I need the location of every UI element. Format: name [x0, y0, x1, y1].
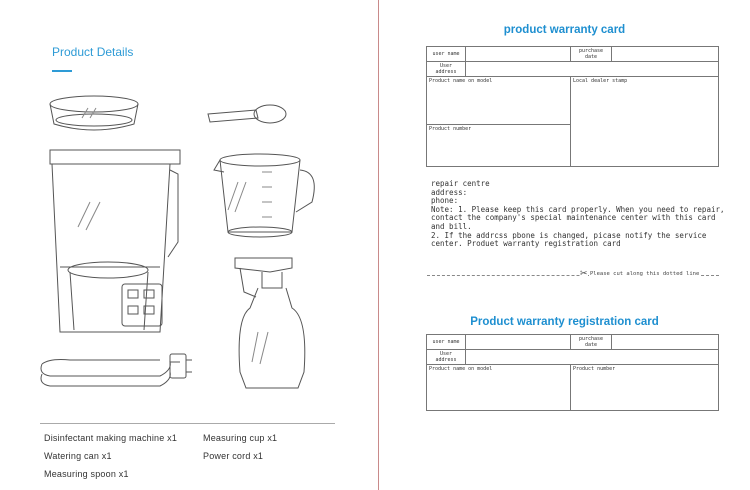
user-address-label: User address	[427, 62, 466, 77]
title-underline	[52, 70, 72, 72]
registration-card-form	[426, 334, 719, 411]
right-page	[379, 0, 750, 490]
item-measuring-cup: Measuring cup x1	[203, 433, 278, 443]
repair-notes: repair centre address: phone: Note: 1. Please keep this card properly. When you need to repair, contact the company's special maintenance center with this card and bill. 2. If the addrcss pbone is changed, picase notify the service center. Produet warranty registration card	[431, 179, 725, 249]
user-name-field[interactable]	[466, 47, 571, 62]
reg-user-name-label: user name	[427, 335, 466, 350]
product-name-model-label: Product name on model	[427, 77, 571, 125]
machine-illustration	[50, 150, 180, 332]
watering-can-illustration	[235, 258, 305, 388]
product-details-title: Product Details	[52, 45, 134, 59]
item-power-cord: Power cord x1	[203, 451, 264, 461]
lid-illustration	[50, 96, 138, 130]
item-measuring-spoon: Measuring spoon x1	[44, 469, 129, 479]
cut-instruction: Please cut along this dotted line	[590, 271, 700, 277]
user-address-field[interactable]	[466, 62, 719, 77]
divider-line	[40, 423, 335, 424]
warranty-card-form	[426, 46, 719, 167]
measuring-spoon-illustration	[208, 105, 286, 123]
measuring-cup-illustration	[214, 154, 314, 237]
registration-card-title: Product warranty registration card	[470, 316, 659, 328]
reg-user-address-label: User address	[427, 350, 466, 365]
reg-purchase-date-label: purchase date	[571, 335, 612, 350]
reg-product-number-label: Product number	[571, 365, 719, 411]
purchase-date-label: purchase date	[571, 47, 612, 62]
reg-user-address-field[interactable]	[466, 350, 719, 365]
reg-user-name-field[interactable]	[466, 335, 571, 350]
item-machine: Disinfectant making machine x1	[44, 433, 178, 443]
item-watering-can: Watering can x1	[44, 451, 112, 461]
dealer-stamp-label: Local dealer stamp	[571, 77, 719, 167]
product-number-label: Product number	[427, 125, 571, 167]
product-illustrations	[30, 92, 340, 402]
user-name-label: user name	[427, 47, 466, 62]
purchase-date-field[interactable]	[612, 47, 719, 62]
reg-product-name-model-label: Product name on model	[427, 365, 571, 411]
scissors-icon: ✂	[580, 268, 588, 278]
power-cord-illustration	[41, 354, 192, 386]
reg-purchase-date-field[interactable]	[612, 335, 719, 350]
warranty-card-title: product warranty card	[503, 24, 626, 36]
